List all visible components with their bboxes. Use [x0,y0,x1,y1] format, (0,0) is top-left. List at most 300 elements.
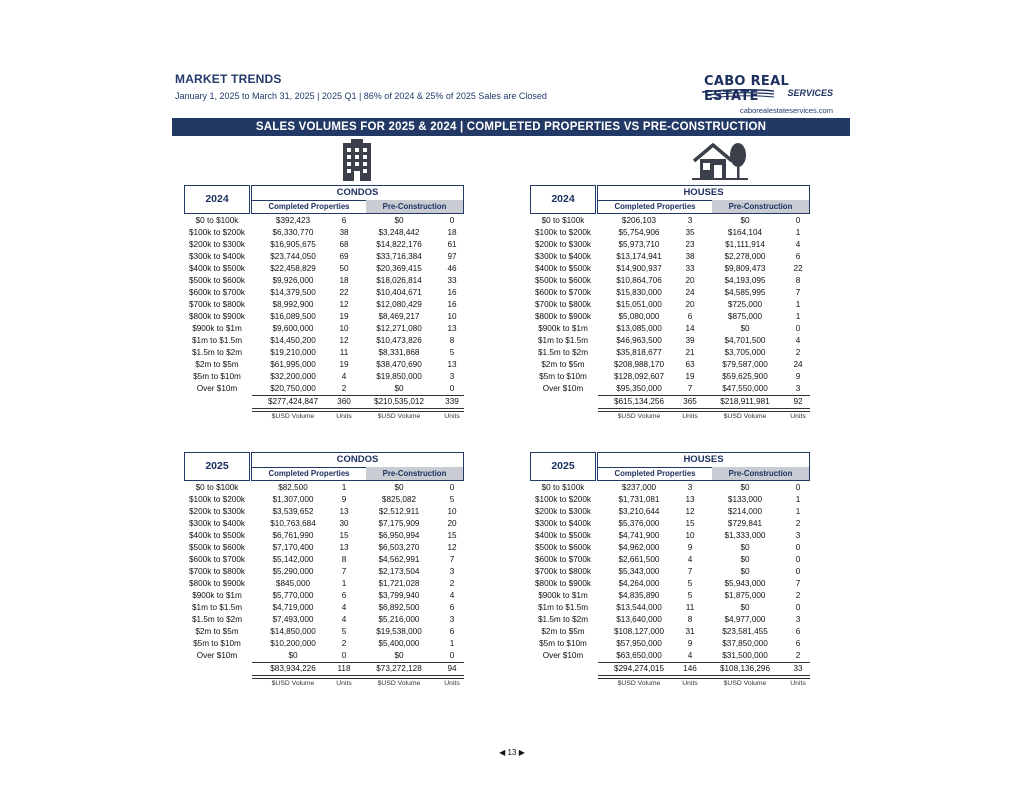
completed-volume: $61,995,000 [270,360,316,369]
preconstruction-units: 1 [449,639,455,648]
completed-volume: $3,539,652 [272,507,314,516]
table-row [530,554,810,566]
table-group-header [597,185,810,214]
completed-units: 22 [339,288,349,297]
preconstruction-units: 1 [795,300,801,309]
completed-units: 14 [685,324,695,333]
preconstruction-units: 2 [795,519,801,528]
website-link[interactable]: caborealestateservices.com [740,106,833,115]
preconstruction-units: 1 [795,228,801,237]
logo-main-text: CABO REAL ESTATE [704,74,790,104]
preconstruction-units: 0 [795,603,801,612]
column-footer [530,680,810,690]
table-row [530,347,810,359]
price-range: $600k to $700k [535,555,591,564]
price-range: $1.5m to $2m [537,348,589,357]
table-row [530,215,810,227]
price-range: $900k to $1m [192,324,242,333]
completed-volume: $10,200,000 [270,639,316,648]
preconstruction-units: 5 [449,348,455,357]
price-range: $1m to $1.5m [191,603,243,612]
table-row [530,614,810,626]
preconstruction-units: 7 [795,288,801,297]
completed-volume: $5,770,000 [272,591,314,600]
completed-volume: $9,600,000 [272,324,314,333]
table-row [530,251,810,263]
completed-volume: $10,864,706 [616,276,662,285]
completed-volume: $5,376,000 [618,519,660,528]
preconstruction-volume: $33,716,384 [376,252,422,261]
price-range: $400k to $500k [189,531,245,540]
table-row [530,506,810,518]
price-range: Over $10m [196,384,238,393]
completed-units: 69 [339,252,349,261]
price-range: $5m to $10m [539,639,587,648]
table-row [184,638,464,650]
group-title: CONDOS [252,186,463,201]
completed-units: 13 [339,507,349,516]
total-completed-volume: $83,934,226 [270,664,316,673]
total-row [184,396,464,408]
completed-volume: $4,264,000 [618,579,660,588]
preconstruction-volume: $6,950,994 [378,531,420,540]
preconstruction-volume: $2,278,000 [724,252,766,261]
price-range: $700k to $800k [189,567,245,576]
completed-units: 6 [687,312,693,321]
section-banner: SALES VOLUMES FOR 2025 & 2024 | COMPLETED PROPERTIES VS PRE-CONSTRUCTION [172,118,850,136]
table-row [184,494,464,506]
preconstruction-header: Pre-Construction [366,467,463,480]
price-range: $600k to $700k [535,288,591,297]
completed-units: 1 [341,579,347,588]
completed-units: 7 [687,384,693,393]
table-row [184,287,464,299]
completed-volume: $57,950,000 [616,639,662,648]
table-year: 2025 [184,452,250,481]
table-row [530,371,810,383]
preconstruction-volume: $4,562,991 [378,555,420,564]
preconstruction-volume: $19,538,000 [376,627,422,636]
preconstruction-volume: $7,175,909 [378,519,420,528]
preconstruction-units: 0 [795,483,801,492]
group-title: HOUSES [598,186,809,201]
price-range: $300k to $400k [535,252,591,261]
building-icon [342,139,372,181]
next-page-icon[interactable]: ▶ [518,748,525,757]
price-range: $200k to $300k [535,507,591,516]
preconstruction-units: 0 [795,543,801,552]
table-row [184,239,464,251]
preconstruction-units: 3 [449,372,455,381]
preconstruction-volume: $214,000 [727,507,763,516]
preconstruction-units: 7 [795,579,801,588]
preconstruction-volume: $2,173,504 [378,567,420,576]
table-row [184,554,464,566]
preconstruction-volume: $18,026,814 [376,276,422,285]
preconstruction-volume: $3,705,000 [724,348,766,357]
completed-units: 5 [341,627,347,636]
table-row [530,494,810,506]
completed-units: 24 [685,288,695,297]
completed-volume: $4,962,000 [618,543,660,552]
preconstruction-units: 0 [795,216,801,225]
price-range: $100k to $200k [189,228,245,237]
preconstruction-volume: $725,000 [727,300,763,309]
footer-volume-label: $USD Volume [377,680,421,687]
completed-units: 5 [687,579,693,588]
table-year: 2024 [184,185,250,214]
preconstruction-volume: $8,469,217 [378,312,420,321]
completed-units: 63 [685,360,695,369]
table-row [184,590,464,602]
completed-volume: $5,973,710 [618,240,660,249]
table-row [184,215,464,227]
preconstruction-units: 0 [795,324,801,333]
completed-units: 7 [687,567,693,576]
total-completed-volume: $277,424,847 [267,397,319,406]
preconstruction-units: 3 [795,531,801,540]
table-row [184,371,464,383]
preconstruction-units: 46 [447,264,457,273]
completed-header: Completed Properties [614,469,696,478]
footer-units-label: Units [790,680,806,687]
preconstruction-units: 33 [447,276,457,285]
price-range: $2m to $5m [195,627,239,636]
table-row [530,530,810,542]
preconstruction-volume: $47,550,000 [722,384,768,393]
table-row [530,335,810,347]
preconstruction-units: 8 [795,276,801,285]
price-range: $200k to $300k [189,240,245,249]
preconstruction-volume: $1,721,028 [378,579,420,588]
price-range: $0 to $100k [541,483,585,492]
preconstruction-volume: $0 [394,216,404,225]
preconstruction-volume: $5,943,000 [724,579,766,588]
completed-units: 9 [687,543,693,552]
price-range: $800k to $900k [535,312,591,321]
completed-units: 21 [685,348,695,357]
table-row [530,287,810,299]
preconstruction-units: 7 [449,555,455,564]
table-row [530,590,810,602]
table-row [184,347,464,359]
completed-units: 5 [687,591,693,600]
completed-volume: $108,127,000 [613,627,665,636]
completed-volume: $206,103 [621,216,657,225]
completed-volume: $845,000 [275,579,311,588]
completed-units: 0 [341,651,347,660]
price-range: $200k to $300k [535,240,591,249]
preconstruction-volume: $0 [740,543,750,552]
price-range: $600k to $700k [189,555,245,564]
price-range: $500k to $600k [189,543,245,552]
total-preconstruction-volume: $218,911,981 [720,397,770,406]
footer-volume-label: $USD Volume [723,680,767,687]
preconstruction-volume: $12,271,080 [376,324,422,333]
price-range: $500k to $600k [535,276,591,285]
group-title: HOUSES [598,453,809,468]
price-range: $600k to $700k [189,288,245,297]
table-row [184,614,464,626]
preconstruction-units: 0 [795,555,801,564]
preconstruction-units: 3 [795,384,801,393]
price-range: $100k to $200k [189,495,245,504]
preconstruction-units: 3 [449,615,455,624]
price-range: $500k to $600k [535,543,591,552]
preconstruction-units: 10 [447,507,457,516]
table-row [184,530,464,542]
table-row [530,542,810,554]
price-range: $5m to $10m [193,372,241,381]
price-range: $1m to $1.5m [537,336,589,345]
preconstruction-volume: $10,404,671 [376,288,422,297]
price-range: $300k to $400k [535,519,591,528]
preconstruction-volume: $12,080,429 [376,300,422,309]
completed-volume: $5,080,000 [618,312,660,321]
preconstruction-units: 0 [449,483,455,492]
preconstruction-units: 1 [795,312,801,321]
preconstruction-units: 0 [795,567,801,576]
price-range: $5m to $10m [193,639,241,648]
footer-units-label: Units [682,413,698,420]
price-range: $700k to $800k [535,300,591,309]
completed-units: 4 [341,615,347,624]
table-row [530,650,810,662]
table-body [184,215,464,420]
completed-volume: $13,174,941 [616,252,662,261]
completed-volume: $15,051,000 [616,300,662,309]
preconstruction-volume: $0 [740,555,750,564]
company-logo [700,74,835,104]
preconstruction-units: 2 [795,591,801,600]
price-range: $0 to $100k [195,483,239,492]
preconstruction-volume: $1,875,000 [724,591,766,600]
preconstruction-units: 2 [449,579,455,588]
price-range: $0 to $100k [195,216,239,225]
preconstruction-units: 4 [795,336,801,345]
preconstruction-units: 2 [795,651,801,660]
completed-volume: $63,650,000 [616,651,662,660]
completed-units: 7 [341,567,347,576]
footer-volume-label: $USD Volume [271,680,315,687]
completed-units: 68 [339,240,349,249]
price-range: Over $10m [196,651,238,660]
price-range: $1m to $1.5m [191,336,243,345]
price-range: $2m to $5m [541,627,585,636]
completed-volume: $20,750,000 [270,384,316,393]
completed-units: 33 [685,264,695,273]
completed-header: Completed Properties [614,202,696,211]
table-year: 2025 [530,452,596,481]
preconstruction-units: 16 [447,288,457,297]
price-range: $100k to $200k [535,495,591,504]
preconstruction-volume: $4,193,095 [724,276,766,285]
preconstruction-volume: $79,587,000 [722,360,768,369]
price-range: $100k to $200k [535,228,591,237]
total-double-underline [598,408,810,412]
preconstruction-volume: $6,892,500 [378,603,420,612]
completed-units: 4 [687,555,693,564]
table-row [184,251,464,263]
price-range: $1.5m to $2m [191,348,243,357]
logo-sub-text: SERVICES [787,88,833,98]
preconstruction-volume: $0 [740,603,750,612]
completed-units: 18 [339,276,349,285]
completed-volume: $82,500 [278,483,308,492]
price-range: $800k to $900k [535,579,591,588]
house-with-tree-icon [692,141,748,181]
completed-volume: $16,089,500 [270,312,316,321]
table-row [184,602,464,614]
table-row [530,638,810,650]
table-group-header [251,185,464,214]
total-preconstruction-units: 92 [793,397,803,406]
preconstruction-volume: $10,473,826 [376,336,422,345]
completed-units: 6 [341,591,347,600]
table-row [184,626,464,638]
preconstruction-units: 12 [447,543,457,552]
preconstruction-volume: $164,104 [727,228,763,237]
preconstruction-volume: $6,503,270 [378,543,420,552]
table-row [184,506,464,518]
preconstruction-volume: $1,333,000 [724,531,766,540]
completed-volume: $5,290,000 [272,567,314,576]
preconstruction-volume: $4,977,000 [724,615,766,624]
table-row [530,227,810,239]
table-row [184,299,464,311]
total-preconstruction-units: 33 [793,664,803,673]
completed-units: 12 [339,300,349,309]
preconstruction-units: 6 [795,252,801,261]
preconstruction-units: 1 [795,495,801,504]
page-navigation [0,748,1024,757]
price-range: Over $10m [542,384,584,393]
completed-units: 3 [687,483,693,492]
completed-volume: $4,741,900 [618,531,660,540]
preconstruction-units: 97 [447,252,457,261]
completed-units: 13 [339,543,349,552]
completed-units: 11 [685,603,695,612]
preconstruction-units: 6 [795,627,801,636]
footer-units-label: Units [336,680,352,687]
total-completed-volume: $294,274,015 [613,664,665,673]
table-row [530,602,810,614]
footer-units-label: Units [336,413,352,420]
price-range: $900k to $1m [192,591,242,600]
column-footer [184,680,464,690]
completed-units: 4 [341,372,347,381]
completed-units: 12 [685,507,695,516]
table-year: 2024 [530,185,596,214]
preconstruction-volume: $37,850,000 [722,639,768,648]
price-range: $400k to $500k [535,531,591,540]
price-range: $300k to $400k [189,519,245,528]
price-range: Over $10m [542,651,584,660]
table-row [530,311,810,323]
completed-units: 20 [685,300,695,309]
preconstruction-units: 13 [447,324,457,333]
total-double-underline [252,408,464,412]
completed-volume: $6,761,990 [272,531,314,540]
prev-page-icon[interactable]: ◀ [499,748,506,757]
completed-volume: $95,350,000 [616,384,662,393]
price-range: $5m to $10m [539,372,587,381]
completed-header: Completed Properties [268,469,350,478]
completed-units: 3 [687,216,693,225]
price-range: $800k to $900k [189,312,245,321]
preconstruction-units: 0 [449,216,455,225]
total-completed-units: 118 [337,664,351,673]
preconstruction-units: 22 [793,264,803,273]
completed-units: 1 [341,483,347,492]
table-row [530,518,810,530]
table-group-header [597,452,810,481]
completed-units: 38 [339,228,349,237]
price-range: $700k to $800k [189,300,245,309]
table-row [184,311,464,323]
completed-volume: $6,330,770 [272,228,314,237]
preconstruction-units: 0 [449,651,455,660]
preconstruction-units: 0 [449,384,455,393]
total-preconstruction-volume: $108,136,296 [719,664,771,673]
table-row [530,578,810,590]
preconstruction-volume: $9,809,473 [724,264,766,273]
table-row [530,323,810,335]
preconstruction-volume: $0 [394,483,404,492]
table-row [184,263,464,275]
completed-units: 8 [687,615,693,624]
table-body [184,482,464,687]
completed-volume: $15,830,000 [616,288,662,297]
completed-volume: $208,988,170 [613,360,665,369]
completed-volume: $237,000 [621,483,657,492]
completed-units: 50 [339,264,349,273]
preconstruction-volume: $3,248,442 [378,228,420,237]
footer-volume-label: $USD Volume [617,413,661,420]
table-row [530,299,810,311]
preconstruction-volume: $0 [740,567,750,576]
completed-volume: $1,307,000 [272,495,314,504]
footer-units-label: Units [682,680,698,687]
preconstruction-volume: $0 [394,651,404,660]
preconstruction-volume: $20,369,415 [376,264,422,273]
preconstruction-volume: $0 [740,324,750,333]
completed-units: 11 [339,348,349,357]
footer-units-label: Units [444,413,460,420]
completed-units: 38 [685,252,695,261]
preconstruction-volume: $5,216,000 [378,615,420,624]
column-footer [184,413,464,423]
preconstruction-units: 6 [449,603,455,612]
total-completed-units: 365 [683,397,697,406]
completed-units: 35 [685,228,695,237]
table-row [184,227,464,239]
completed-volume: $8,992,900 [272,300,314,309]
price-range: $2m to $5m [195,360,239,369]
table-row [530,359,810,371]
price-range: $2m to $5m [541,360,585,369]
table-row [530,566,810,578]
total-preconstruction-units: 339 [445,397,459,406]
footer-volume-label: $USD Volume [377,413,421,420]
completed-units: 8 [341,555,347,564]
preconstruction-volume: $729,841 [727,519,763,528]
completed-units: 31 [685,627,695,636]
completed-volume: $13,544,000 [616,603,662,612]
completed-volume: $35,818,677 [616,348,662,357]
page-title: MARKET TRENDS [175,72,282,86]
preconstruction-volume: $5,400,000 [378,639,420,648]
